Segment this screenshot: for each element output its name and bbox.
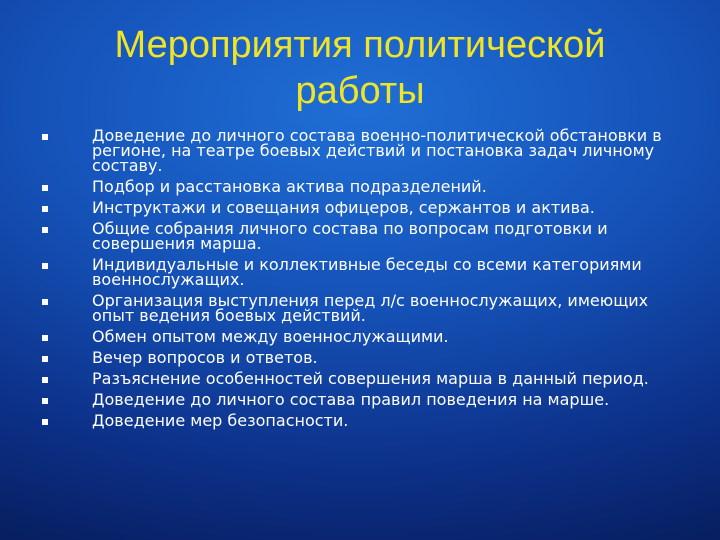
- square-bullet-icon: [42, 356, 48, 362]
- list-item-text: Разъяснение особенностей совершения марша в данный период.: [92, 369, 649, 388]
- list-item-text: Организация выступления перед л/с военнослужащих, имеющих опыт ведения боевых действий.: [92, 291, 649, 325]
- square-bullet-icon: [42, 206, 48, 212]
- list-item-text: Инструктажи и совещания офицеров, сержантов и актива.: [92, 198, 595, 217]
- list-item: [40, 221, 680, 251]
- list-item-text: Доведение до личного состава правил поведения на марше.: [92, 390, 610, 409]
- list-item: [40, 329, 680, 344]
- list-item: [40, 392, 680, 407]
- list-item: [40, 179, 680, 194]
- list-item-text: Вечер вопросов и ответов.: [92, 348, 318, 367]
- bullet-list: [40, 128, 680, 428]
- square-bullet-icon: [42, 227, 48, 233]
- square-bullet-icon: [42, 299, 48, 305]
- list-item-text: Индивидуальные и коллективные беседы со всеми категориями военнослужащих.: [92, 255, 642, 289]
- list-item-text: Подбор и расстановка актива подразделений.: [92, 177, 487, 196]
- slide-title: [60, 22, 660, 114]
- list-item-text: Обмен опытом между военнослужащими.: [92, 327, 449, 346]
- list-item: [40, 257, 680, 287]
- list-item-text: Доведение мер безопасности.: [92, 411, 349, 430]
- square-bullet-icon: [42, 134, 48, 140]
- square-bullet-icon: [42, 185, 48, 191]
- square-bullet-icon: [42, 335, 48, 341]
- square-bullet-icon: [42, 377, 48, 383]
- square-bullet-icon: [42, 419, 48, 425]
- list-item: [40, 350, 680, 365]
- square-bullet-icon: [42, 263, 48, 269]
- square-bullet-icon: [42, 398, 48, 404]
- list-item-text: Доведение до личного состава военно-политической обстановки в регионе, на театре боевых действий и постановка задач личному составу.: [92, 126, 662, 175]
- list-item: [40, 128, 680, 173]
- list-item: [40, 371, 680, 386]
- list-item: [40, 200, 680, 215]
- list-item: [40, 413, 680, 428]
- slide-title-line-1: Мероприятия политической: [114, 24, 606, 66]
- list-item-text: Общие собрания личного состава по вопросам подготовки и совершения марша.: [92, 219, 608, 253]
- slide-title-line-2: работы: [295, 70, 425, 112]
- list-item: [40, 293, 680, 323]
